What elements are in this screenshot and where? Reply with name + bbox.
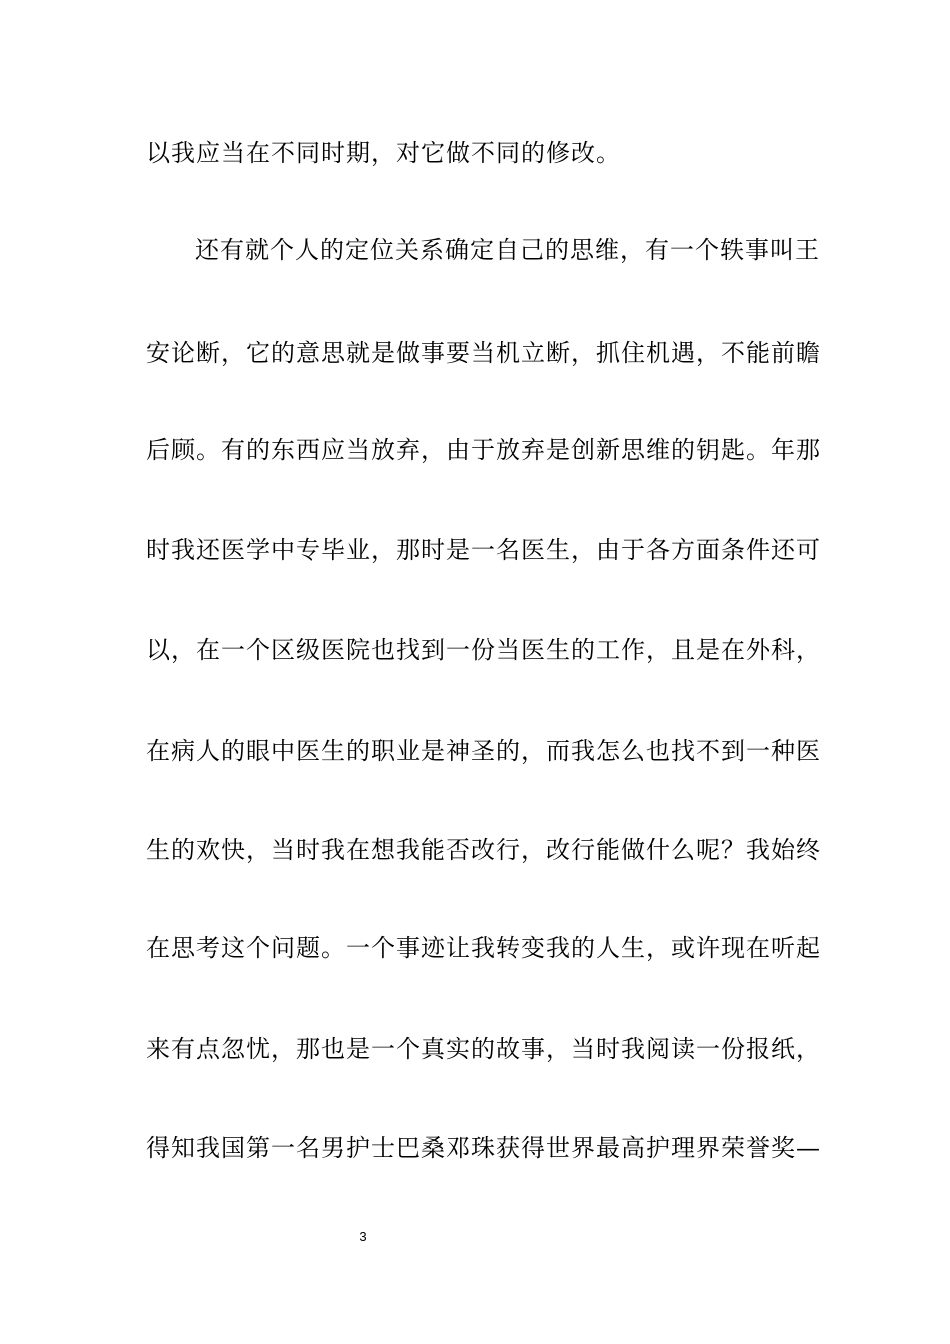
text-line-2: 还有就个人的定位关系确定自己的思维，有一个轶事叫王 bbox=[195, 236, 820, 264]
text-line-6: 以，在一个区级医院也找到一份当医生的工作，且是在外科， bbox=[146, 636, 821, 664]
text-line-10: 来有点忽忧，那也是一个真实的故事，当时我阅读一份报纸， bbox=[146, 1035, 821, 1063]
text-line-4: 后顾。有的东西应当放弃，由于放弃是创新思维的钥匙。年那 bbox=[146, 436, 821, 464]
text-line-9: 在思考这个问题。一个事迹让我转变我的人生，或许现在听起 bbox=[146, 934, 821, 962]
page-number: 3 bbox=[359, 1229, 367, 1244]
text-line-8: 生的欢快，当时我在想我能否改行，改行能做什么呢？我始终 bbox=[146, 836, 821, 864]
text-line-7: 在病人的眼中医生的职业是神圣的，而我怎么也找不到一种医 bbox=[146, 737, 821, 765]
text-line-11: 得知我国第一名男护士巴桑邓珠获得世界最高护理界荣誉奖— bbox=[146, 1134, 821, 1162]
text-line-5: 时我还医学中专毕业，那时是一名医生，由于各方面条件还可 bbox=[146, 536, 821, 564]
text-line-1: 以我应当在不同时期，对它做不同的修改。 bbox=[146, 139, 621, 167]
text-line-3: 安论断，它的意思就是做事要当机立断，抓住机遇，不能前瞻 bbox=[146, 339, 821, 367]
